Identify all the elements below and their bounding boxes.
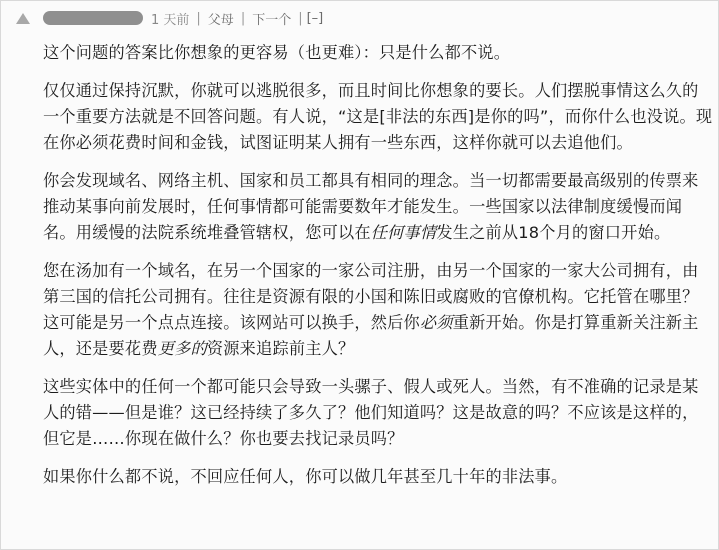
- comment-paragraph: [43, 168, 713, 246]
- paragraph-text: 您在汤加有一个域名，在另一个国家的一家公司注册，由另一个国家的一家大公司拥有，由第三国的信托公司拥有。往往是资源有限的小国和陈旧或腐败的官僚机构。它托管在哪里？这可能是另一个点点连接。该网站可以换手，然后你: [43, 261, 699, 332]
- comment-paragraph: [43, 464, 713, 490]
- upvote-arrow-icon[interactable]: [15, 10, 31, 26]
- paragraph-text: 这些实体中的任何一个都可能只会导致一头骡子、假人或死人。当然，有不准确的记录是某人的错——但是谁？这已经持续了多久了？他们知道吗？这是故意的吗？不应该是这样的，但它是……你现在做什么？你也要去找记录员吗？: [43, 377, 699, 448]
- paragraph-text: 这个问题的答案比你想象的更容易（也更难）：只是什么都不说。: [43, 43, 511, 62]
- paragraph-text: 资源来追踪前主人？: [206, 339, 355, 358]
- comment-body: [43, 40, 713, 502]
- separator: |: [298, 10, 303, 26]
- parent-link[interactable]: 父母: [207, 12, 234, 28]
- collapse-toggle[interactable]: [–]: [306, 10, 324, 26]
- emphasized-text: 任何事情: [370, 223, 437, 242]
- comment-age: 1 天前: [151, 12, 190, 28]
- emphasized-text: 更多的: [157, 339, 207, 358]
- emphasized-text: 必须: [419, 313, 453, 332]
- comment-paragraph: [43, 374, 713, 452]
- username-redacted[interactable]: [43, 11, 143, 25]
- paragraph-text: 你会发现域名、网络主机、国家和员工都具有相同的理念。当一切都需要最高级别的传票来推动某事向前发展时，任何事情都可能需要数年才能发生。一些国家以法律制度缓慢而闻名。用缓慢的法院系统堆叠管辖权，您可以在: [43, 171, 699, 242]
- paragraph-text: 如果你什么都不说，不回应任何人，你可以做几年甚至几十年的非法事。: [43, 467, 568, 486]
- comment-paragraph: [43, 258, 713, 362]
- paragraph-text: 仅仅通过保持沉默，你就可以逃脱很多，而且时间比你想象的要长。人们摆脱事情这么久的一个重要方法就是不回答问题。有人说，“这是[非法的东西]是你的吗”，而你什么也没说。现在你必须花费时间和金钱，试图证明某人拥有一些东西，这样你就可以去追他们。: [43, 81, 713, 152]
- comment-paragraph: [43, 40, 713, 66]
- paragraph-text: 重新开始。你是打算重新关注新主人，还是要花费: [43, 313, 699, 358]
- comment-meta: [1, 1, 718, 35]
- next-link[interactable]: 下一个: [252, 12, 292, 28]
- separator: |: [196, 10, 201, 26]
- separator: |: [240, 10, 246, 26]
- paragraph-text: 发生之前从18个月的窗口开始。: [436, 223, 671, 242]
- comment-paragraph: [43, 78, 713, 156]
